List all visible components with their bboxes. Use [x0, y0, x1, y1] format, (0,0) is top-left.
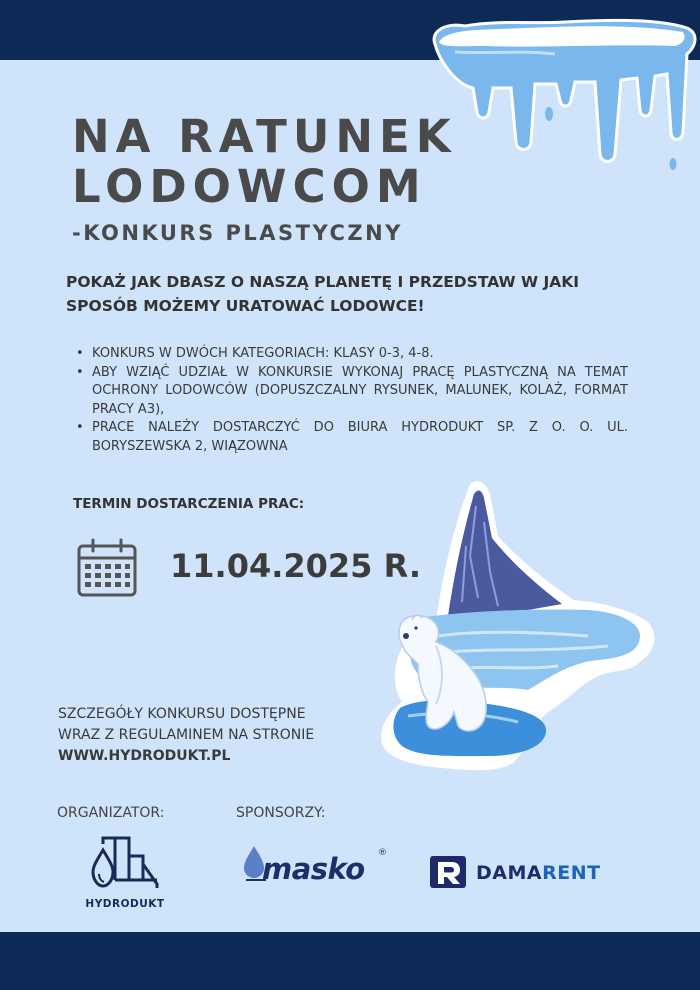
icicles-illustration — [425, 14, 700, 174]
title-line-1: NA RATUNEK — [72, 110, 457, 163]
deadline-date: 11.04.2025 R. — [170, 547, 421, 585]
hydrodukt-logo-icon — [89, 836, 161, 892]
details-text — [58, 704, 314, 767]
damarent-name — [476, 862, 601, 884]
damarent-name-rent: RENT — [542, 862, 601, 884]
hydrodukt-name: HYDRODUKT — [85, 898, 165, 910]
lead-line-2: SPOSÓB MOŻEMY URATOWAĆ LODOWCE! — [66, 297, 425, 315]
rules-list — [76, 345, 628, 456]
deadline-label: TERMIN DOSTARCZENIA PRAC: — [73, 496, 305, 512]
website-link[interactable]: WWW.HYDRODUKT.PL — [58, 748, 231, 764]
masko-registered-mark: ® — [378, 848, 387, 858]
organizer-label: ORGANIZATOR: — [57, 805, 165, 821]
lead-line-1: POKAŻ JAK DBASZ O NASZĄ PLANETĘ I PRZEDSTAW W JAKI — [66, 273, 580, 291]
details-line-1: SZCZEGÓŁY KONKURSU DOSTĘPNE — [58, 706, 306, 722]
rule-item: • PRACE NALEŻY DOSTARCZYĆ DO BIURA HYDRODUKT SP. Z O. O. UL. BORYSZEWSKA 2, WIĄZOWNA — [76, 419, 628, 456]
damarent-name-dama: DAMA — [476, 862, 543, 884]
hydrodukt-logo — [78, 836, 172, 916]
masko-logo — [240, 842, 390, 888]
polar-bear-illustration — [378, 476, 658, 776]
rule-item: • ABY WZIĄĆ UDZIAŁ W KONKURSIE WYKONAJ PRACĘ PLASTYCZNĄ NA TEMAT OCHRONY LODOWCÓW (DOPUSZCZALNY RYSUNEK, MALUNEK, KOLAŻ, FORMAT PRACY A3), — [76, 364, 628, 420]
page-subtitle: -KONKURS PLASTYCZNY — [72, 221, 403, 245]
masko-name: masko — [262, 852, 365, 886]
bottom-band — [0, 932, 700, 990]
page-title — [72, 112, 457, 212]
damarent-logo — [426, 852, 646, 892]
rule-item: • KONKURS W DWÓCH KATEGORIACH: KLASY 0-3, 4-8. — [76, 345, 628, 364]
damarent-mark-icon — [428, 854, 468, 890]
sponsors-label: SPONSORZY: — [236, 805, 326, 821]
details-line-2: WRAZ Z REGULAMINEM NA STRONIE — [58, 727, 315, 743]
title-line-2: LODOWCOM — [72, 160, 427, 213]
calendar-icon — [76, 538, 138, 598]
lead-text — [66, 270, 646, 318]
